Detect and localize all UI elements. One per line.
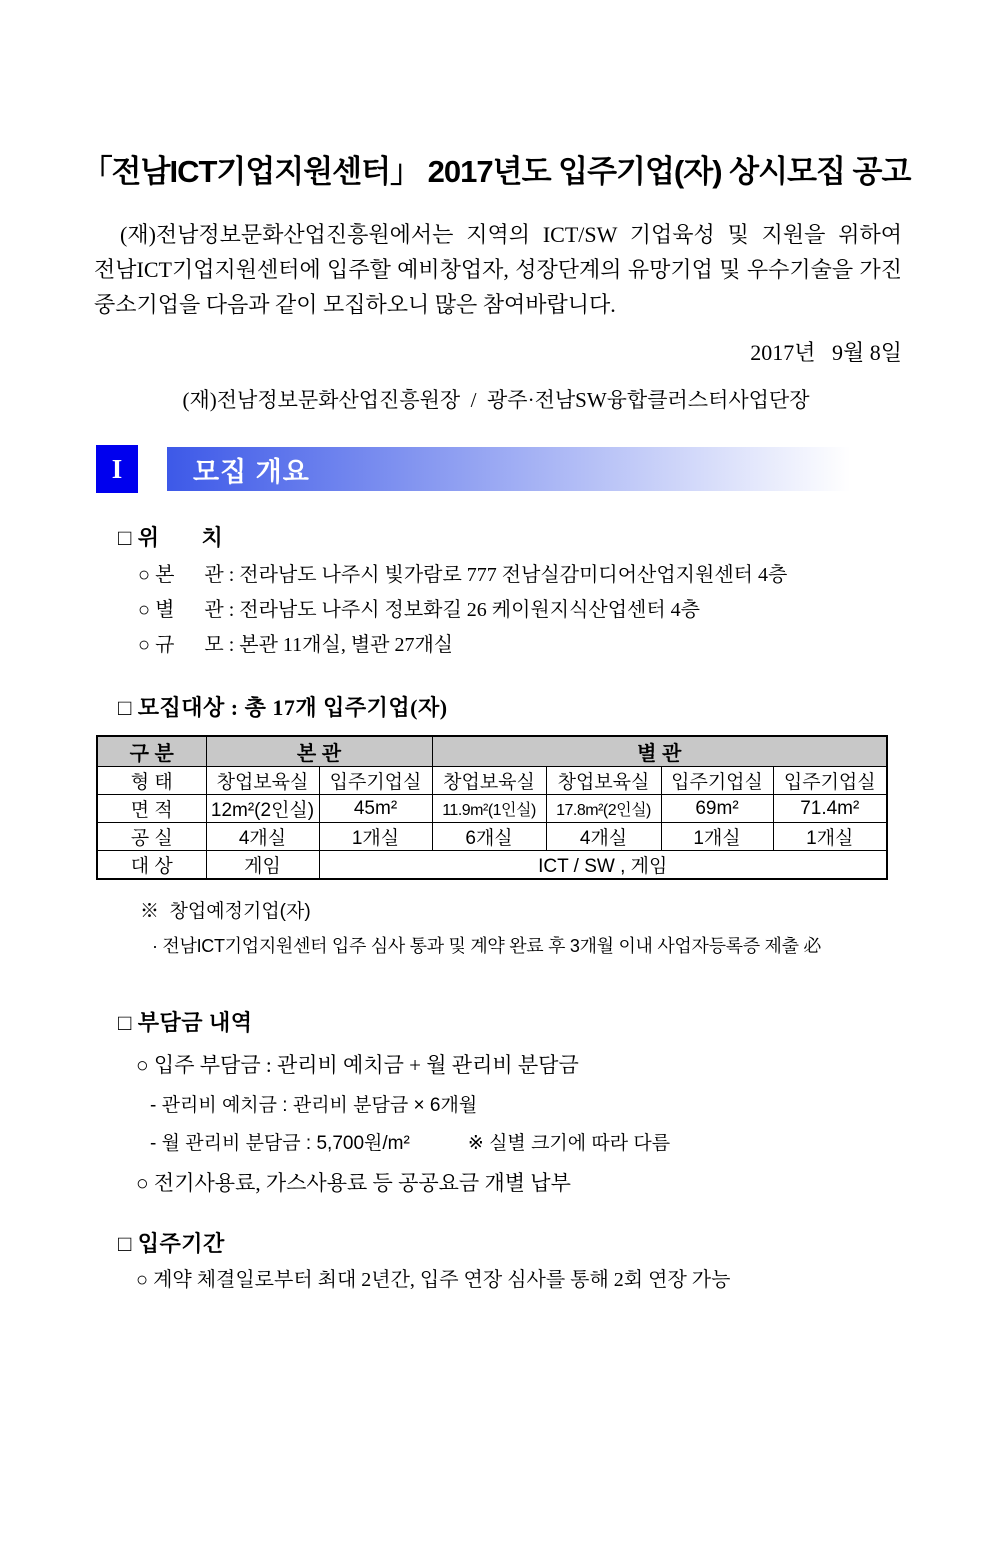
row-label: 공 실 bbox=[97, 823, 206, 851]
table-cell: 1개실 bbox=[319, 823, 432, 851]
location-item-scale: ○ 규 모 : 본관 11개실, 별관 27개실 bbox=[138, 634, 454, 656]
fee-item-deposit: - 관리비 예치금 : 관리비 분담금 × 6개월 bbox=[150, 1095, 478, 1116]
table-row-vacancy bbox=[97, 823, 887, 851]
fee-item-utilities: ○ 전기사용료, 가스사용료 등 공공요금 개별 납부 bbox=[136, 1171, 571, 1195]
section-title: 모집 개요 bbox=[193, 456, 310, 487]
table-cell-span: ICT / SW , 게임 bbox=[319, 851, 887, 880]
table-cell: 1개실 bbox=[661, 823, 773, 851]
table-cell: 창업보육실 bbox=[206, 767, 319, 795]
fee-item-monthly: - 월 관리비 분담금 : 5,700원/m² ※ 실별 크기에 따라 다름 bbox=[150, 1133, 671, 1154]
note-registration-required: · 전남ICT기업지원센터 입주 심사 통과 및 계약 완료 후 3개월 이내 사업자등록증 제출 必 bbox=[152, 936, 822, 956]
page-title: 「전남ICT기업지원센터」 2017년도 입주기업(자) 상시모집 공고 bbox=[81, 154, 911, 189]
announcement-document bbox=[0, 146, 992, 1549]
issuer-signature: (재)전남정보문화산업진흥원장 / 광주·전남SW융합클러스터사업단장 bbox=[182, 388, 810, 412]
table-cell: 창업보육실 bbox=[432, 767, 546, 795]
table-cell: 입주기업실 bbox=[661, 767, 773, 795]
table-row-header bbox=[97, 736, 887, 767]
recruit-spec-table bbox=[96, 735, 888, 880]
table-cell: 입주기업실 bbox=[773, 767, 887, 795]
location-item-annex: ○ 별 관 : 전라남도 나주시 정보화길 26 케이원지식산업센터 4층 bbox=[138, 599, 700, 621]
section-title-bar bbox=[167, 447, 879, 491]
table-row-type bbox=[97, 767, 887, 795]
announcement-date: 2017년 9월 8일 bbox=[750, 340, 902, 365]
table-cell: 1개실 bbox=[773, 823, 887, 851]
fee-item-total: ○ 입주 부담금 : 관리비 예치금 + 월 관리비 분담금 bbox=[136, 1053, 579, 1077]
heading-recruit-target: □ 모집대상 : 총 17개 입주기업(자) bbox=[118, 695, 448, 720]
table-cell: 45m² bbox=[319, 795, 432, 823]
table-cell: 4개실 bbox=[206, 823, 319, 851]
table-cell: 창업보육실 bbox=[546, 767, 661, 795]
table-row-target bbox=[97, 851, 887, 880]
table-row-area bbox=[97, 795, 887, 823]
table-cell: 4개실 bbox=[546, 823, 661, 851]
table-group-main: 본 관 bbox=[206, 736, 432, 767]
note-startup-planned: ※ 창업예정기업(자) bbox=[140, 901, 311, 922]
section-numeral-badge: I bbox=[96, 445, 138, 493]
table-cell: 입주기업실 bbox=[319, 767, 432, 795]
row-label: 형 태 bbox=[97, 767, 206, 795]
table-group-annex: 별 관 bbox=[432, 736, 887, 767]
period-item-contract: ○ 계약 체결일로부터 최대 2년간, 입주 연장 심사를 통해 2회 연장 가능 bbox=[136, 1269, 731, 1291]
section-header-overview bbox=[96, 445, 992, 493]
heading-period: □ 입주기간 bbox=[118, 1231, 225, 1256]
table-corner-cell: 구 분 bbox=[97, 736, 206, 767]
row-label: 대 상 bbox=[97, 851, 206, 880]
location-item-main: ○ 본 관 : 전라남도 나주시 빛가람로 777 전남실감미디어산업지원센터 4층 bbox=[138, 564, 788, 586]
table-cell: 게임 bbox=[206, 851, 319, 880]
table-cell: 6개실 bbox=[432, 823, 546, 851]
table-cell: 11.9m²(1인실) bbox=[432, 795, 546, 823]
recruit-table-wrapper bbox=[96, 735, 886, 880]
table-cell: 69m² bbox=[661, 795, 773, 823]
heading-fees: □ 부담금 내역 bbox=[118, 1010, 253, 1035]
heading-location: □ 위 치 bbox=[118, 525, 224, 550]
table-cell: 71.4m² bbox=[773, 795, 887, 823]
table-cell: 17.8m²(2인실) bbox=[546, 795, 661, 823]
intro-paragraph: (재)전남정보문화산업진흥원에서는 지역의 ICT/SW 기업육성 및 지원을 위하여 전남ICT기업지원센터에 입주할 예비창업자, 성장단계의 유망기업 및 우수기술을 가진 중소기업을 다음과 같이 모집하오니 많은 참여바랍니다. bbox=[94, 222, 908, 317]
row-label: 면 적 bbox=[97, 795, 206, 823]
table-cell: 12m²(2인실) bbox=[206, 795, 319, 823]
